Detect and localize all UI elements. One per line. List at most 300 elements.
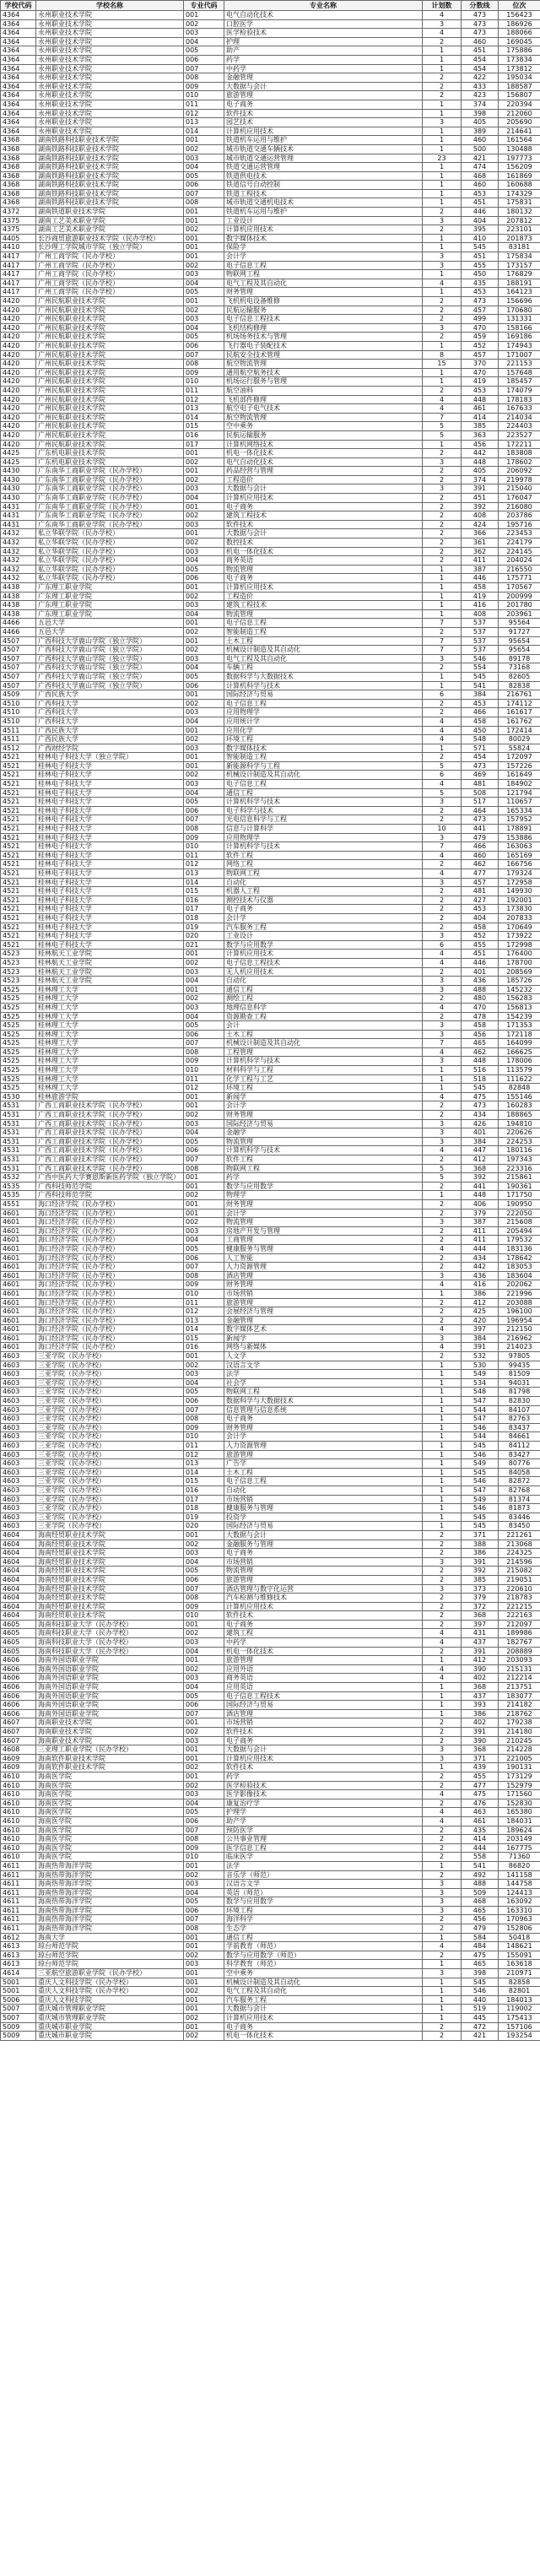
table-row: [1, 878, 540, 887]
cell-school-name: 广西工商职业技术学院（民办学校）: [36, 1119, 184, 1128]
cell-major-name: 大数据与会计: [224, 82, 423, 91]
cell-school-name: 广西工商职业技术学院（民办学校）: [36, 1155, 184, 1165]
cell-plan-count: 2: [423, 1236, 462, 1245]
table-row: [1, 234, 540, 243]
cell-min-score: 371: [462, 1530, 499, 1540]
cell-major-code: 017: [184, 905, 224, 914]
cell-min-score: 465: [462, 1039, 499, 1048]
cell-major-code: 001: [184, 1209, 224, 1218]
cell-school-code: 4609: [1, 1763, 36, 1772]
cell-school-name: 桂林理工大学: [36, 1074, 184, 1084]
cell-major-name: 药学: [224, 1173, 423, 1182]
cell-major-name: 临床医学: [224, 1853, 423, 1862]
cell-school-code: 4438: [1, 601, 36, 610]
cell-min-score: 481: [462, 887, 499, 896]
cell-major-name: 机械设计制造及其自动化: [224, 1978, 423, 1987]
cell-major-name: 应用英语: [224, 1683, 423, 1692]
cell-min-score: 516: [462, 1066, 499, 1075]
cell-min-score: 460: [462, 136, 499, 145]
cell-major-code: 001: [184, 690, 224, 700]
cell-major-name: 计算机网络技术: [224, 440, 423, 449]
cell-major-code: 012: [184, 860, 224, 869]
cell-min-score: 453: [462, 386, 499, 395]
cell-school-name: 桂林电子科技大学: [36, 761, 184, 771]
cell-major-code: 004: [184, 1128, 224, 1138]
cell-school-name: 海口经济学院（民办学校）: [36, 1307, 184, 1317]
cell-plan-count: 3: [423, 798, 462, 807]
cell-school-code: 4603: [1, 1477, 36, 1486]
cell-min-score: 458: [462, 717, 499, 726]
cell-min-score: 436: [462, 1271, 499, 1280]
cell-plan-count: 3: [423, 1906, 462, 1915]
cell-major-name: 旅游管理: [224, 1656, 423, 1665]
cell-rank: 99435: [499, 1361, 540, 1370]
table-row: [1, 1691, 540, 1701]
cell-plan-count: 1: [423, 144, 462, 154]
cell-major-code: 012: [184, 1450, 224, 1459]
cell-plan-count: 3: [423, 1584, 462, 1594]
cell-plan-count: 1: [423, 1495, 462, 1504]
cell-min-score: 453: [462, 699, 499, 708]
cell-min-score: 455: [462, 261, 499, 270]
cell-rank: 190950: [499, 1199, 540, 1209]
table-row: [1, 1495, 540, 1504]
table-row: [1, 1960, 540, 1969]
cell-school-name: 桂林电子科技大学: [36, 788, 184, 798]
cell-rank: 188865: [499, 1111, 540, 1120]
cell-plan-count: 1: [423, 171, 462, 181]
cell-min-score: 451: [462, 198, 499, 208]
cell-major-name: 电子信息工程技术: [224, 958, 423, 967]
cell-school-name: 海南热带海洋学院: [36, 1880, 184, 1889]
cell-school-code: 4431: [1, 502, 36, 511]
cell-plan-count: 2: [423, 1209, 462, 1218]
cell-plan-count: 2: [423, 699, 462, 708]
cell-major-code: 011: [184, 1074, 224, 1084]
cell-min-score: 419: [462, 377, 499, 387]
table-row: [1, 91, 540, 100]
table-row: [1, 940, 540, 950]
cell-min-score: 473: [462, 761, 499, 771]
cell-major-name: 旅游管理: [224, 1298, 423, 1307]
cell-school-name: 桂林理工大学: [36, 1039, 184, 1048]
cell-plan-count: 1: [423, 2005, 462, 2014]
cell-school-code: 4603: [1, 1405, 36, 1415]
cell-plan-count: 1: [423, 1388, 462, 1397]
cell-school-code: 4521: [1, 923, 36, 932]
cell-school-code: 4601: [1, 1280, 36, 1290]
cell-plan-count: 5: [423, 422, 462, 431]
cell-school-name: 海南外国语职业学院: [36, 1664, 184, 1674]
cell-plan-count: 2: [423, 467, 462, 476]
cell-major-code: 002: [184, 1361, 224, 1370]
cell-rank: 173834: [499, 55, 540, 64]
cell-school-code: 4611: [1, 1924, 36, 1934]
cell-rank: 156423: [499, 11, 540, 20]
cell-school-code: 4430: [1, 494, 36, 503]
cell-major-name: 电子商务: [224, 905, 423, 914]
cell-major-code: 007: [184, 1039, 224, 1048]
cell-school-name: 海口经济学院（民办学校）: [36, 1280, 184, 1290]
table-row: [1, 601, 540, 610]
cell-school-name: 永州职业技术学院: [36, 46, 184, 56]
table-row: [1, 288, 540, 297]
table-row: [1, 1343, 540, 1352]
cell-school-code: 4417: [1, 279, 36, 288]
cell-major-name: 人力资源管理: [224, 1442, 423, 1451]
cell-major-code: 005: [184, 171, 224, 181]
cell-school-name: 桂林理工大学: [36, 1003, 184, 1012]
cell-rank: 82801: [499, 1987, 540, 1996]
cell-school-name: 永州职业技术学院: [36, 82, 184, 91]
cell-major-name: 电子商务: [224, 100, 423, 109]
cell-major-code: 009: [184, 1602, 224, 1611]
table-row: [1, 422, 540, 431]
cell-min-score: 534: [462, 1378, 499, 1388]
cell-rank: 207833: [499, 913, 540, 923]
cell-min-score: 414: [462, 413, 499, 422]
cell-rank: 84107: [499, 1405, 540, 1415]
table-row: [1, 798, 540, 807]
cell-school-code: 4525: [1, 1003, 36, 1012]
cell-plan-count: 1: [423, 1701, 462, 1710]
cell-min-score: 473: [462, 1101, 499, 1111]
cell-major-name: 智能制造工程: [224, 753, 423, 762]
cell-min-score: 452: [462, 341, 499, 350]
cell-plan-count: 2: [423, 315, 462, 324]
cell-school-code: 4525: [1, 985, 36, 994]
cell-min-score: 530: [462, 1361, 499, 1370]
cell-rank: 55824: [499, 744, 540, 753]
cell-school-code: 4611: [1, 1915, 36, 1924]
cell-school-code: 4603: [1, 1468, 36, 1477]
cell-school-name: 广西科技大学: [36, 699, 184, 708]
cell-major-name: 电气自动化技术: [224, 457, 423, 467]
cell-major-name: 中药学: [224, 1638, 423, 1648]
cell-min-score: 402: [462, 1674, 499, 1683]
cell-school-name: 广州民航职业技术学院: [36, 440, 184, 449]
table-row: [1, 368, 540, 377]
cell-major-name: 物流管理: [224, 565, 423, 574]
table-row: [1, 306, 540, 315]
cell-plan-count: 4: [423, 11, 462, 20]
table-row: [1, 243, 540, 252]
cell-min-score: 379: [462, 1594, 499, 1603]
cell-school-name: 桂林航天工业学院: [36, 958, 184, 967]
cell-school-code: 4364: [1, 73, 36, 83]
table-row: [1, 1664, 540, 1674]
cell-major-name: 空中乘务: [224, 1969, 423, 1978]
cell-major-code: 001: [184, 1933, 224, 1942]
cell-major-name: 飞机结构修理: [224, 323, 423, 333]
table-row: [1, 1557, 540, 1567]
cell-rank: 174943: [499, 341, 540, 350]
cell-major-code: 001: [184, 502, 224, 511]
cell-school-name: 桂林电子科技大学: [36, 833, 184, 842]
cell-plan-count: 4: [423, 1629, 462, 1638]
cell-major-code: 011: [184, 100, 224, 109]
cell-major-code: 007: [184, 1263, 224, 1272]
cell-major-name: 数学与应用数学: [224, 1182, 423, 1191]
cell-rank: 213751: [499, 1683, 540, 1692]
cell-min-score: 436: [462, 977, 499, 986]
cell-plan-count: 1: [423, 341, 462, 350]
cell-rank: 195034: [499, 73, 540, 83]
cell-rank: 144758: [499, 1880, 540, 1889]
table-row: [1, 1611, 540, 1621]
cell-major-code: 001: [184, 1199, 224, 1209]
cell-major-code: 004: [184, 788, 224, 798]
cell-rank: 189986: [499, 1629, 540, 1638]
cell-rank: 194810: [499, 1119, 540, 1128]
cell-major-code: 001: [184, 467, 224, 476]
cell-plan-count: 4: [423, 851, 462, 860]
cell-school-code: 4364: [1, 118, 36, 127]
cell-school-name: 海南医学院: [36, 1826, 184, 1835]
cell-school-code: 4525: [1, 1066, 36, 1075]
cell-school-name: 三亚学院（民办学校）: [36, 1486, 184, 1495]
cell-school-code: 4610: [1, 1781, 36, 1790]
cell-rank: 208889: [499, 1647, 540, 1656]
cell-school-name: 广西科技大学鹿山学院（独立学院）: [36, 646, 184, 655]
cell-rank: 205690: [499, 118, 540, 127]
cell-rank: 170680: [499, 306, 540, 315]
cell-major-code: 001: [184, 2005, 224, 2014]
cell-rank: 214182: [499, 1701, 540, 1710]
cell-major-name: 药品经营与管理: [224, 467, 423, 476]
cell-min-score: 408: [462, 511, 499, 521]
table-row: [1, 37, 540, 46]
cell-major-name: 软件工程: [224, 1155, 423, 1165]
cell-major-code: 001: [184, 243, 224, 252]
cell-school-name: 广州工商学院（民办学校）: [36, 252, 184, 262]
cell-major-name: 工程管理: [224, 1047, 423, 1057]
cell-plan-count: 4: [423, 1790, 462, 1799]
cell-plan-count: 1: [423, 1415, 462, 1424]
cell-major-name: 应用物理学: [224, 833, 423, 842]
cell-plan-count: 1: [423, 1683, 462, 1692]
cell-min-score: 397: [462, 1325, 499, 1334]
cell-major-name: 空中乘务: [224, 422, 423, 431]
cell-min-score: 470: [462, 323, 499, 333]
cell-rank: 91727: [499, 627, 540, 636]
cell-rank: 119002: [499, 2005, 540, 2014]
cell-school-code: 4605: [1, 1629, 36, 1638]
cell-rank: 184031: [499, 1816, 540, 1826]
cell-min-score: 474: [462, 163, 499, 172]
cell-major-code: 004: [184, 663, 224, 673]
cell-school-name: 广西科技大学: [36, 708, 184, 717]
cell-school-name: 海南热带海洋学院: [36, 1924, 184, 1934]
cell-min-score: 547: [462, 1397, 499, 1406]
table-row: [1, 923, 540, 932]
cell-plan-count: 4: [423, 404, 462, 414]
cell-rank: 214034: [499, 413, 540, 422]
cell-school-code: 4507: [1, 672, 36, 681]
cell-min-score: 363: [462, 430, 499, 440]
cell-min-score: 458: [462, 923, 499, 932]
cell-plan-count: 2: [423, 1101, 462, 1111]
cell-min-score: 462: [462, 860, 499, 869]
cell-rank: 170567: [499, 583, 540, 593]
table-row: [1, 619, 540, 628]
cell-school-code: 5001: [1, 1987, 36, 1996]
cell-school-code: 4610: [1, 1772, 36, 1781]
cell-min-score: 452: [462, 932, 499, 941]
cell-school-code: 4425: [1, 457, 36, 467]
table-row: [1, 1799, 540, 1808]
cell-school-name: 桂林电子科技大学: [36, 815, 184, 825]
cell-major-name: 汉语言文学: [224, 1880, 423, 1889]
cell-plan-count: 2: [423, 449, 462, 458]
cell-school-code: 4521: [1, 825, 36, 834]
table-row: [1, 360, 540, 369]
cell-school-code: 4604: [1, 1530, 36, 1540]
cell-school-code: 4610: [1, 1790, 36, 1799]
cell-major-code: 004: [184, 494, 224, 503]
table-row: [1, 350, 540, 360]
cell-major-name: 助产学: [224, 1816, 423, 1826]
cell-plan-count: 2: [423, 815, 462, 825]
cell-school-code: 4612: [1, 1933, 36, 1942]
cell-major-name: 物联网工程: [224, 869, 423, 879]
cell-plan-count: 2: [423, 306, 462, 315]
cell-rank: 175771: [499, 574, 540, 583]
cell-school-name: 广西科技大学鹿山学院（独立学院）: [36, 636, 184, 646]
cell-rank: 223101: [499, 225, 540, 235]
cell-min-score: 448: [462, 1057, 499, 1066]
cell-min-score: 435: [462, 279, 499, 288]
cell-major-code: 002: [184, 958, 224, 967]
table-row: [1, 494, 540, 503]
cell-major-code: 001: [184, 1942, 224, 1951]
cell-major-name: 电子商务: [224, 1620, 423, 1629]
cell-min-score: 384: [462, 690, 499, 700]
cell-school-code: 4603: [1, 1450, 36, 1459]
table-row: [1, 869, 540, 879]
cell-rank: 223527: [499, 430, 540, 440]
table-row: [1, 109, 540, 118]
cell-school-code: 5006: [1, 1995, 36, 2005]
cell-plan-count: 4: [423, 1092, 462, 1101]
table-row: [1, 341, 540, 350]
table-row: [1, 1378, 540, 1388]
cell-plan-count: 1: [423, 1763, 462, 1772]
cell-min-score: 411: [462, 1226, 499, 1236]
cell-plan-count: 4: [423, 1664, 462, 1674]
cell-rank: 154239: [499, 1012, 540, 1021]
cell-rank: 201873: [499, 234, 540, 243]
cell-school-code: 4507: [1, 636, 36, 646]
cell-school-name: 海南医学院: [36, 1843, 184, 1853]
table-row: [1, 780, 540, 789]
cell-school-code: 4368: [1, 189, 36, 198]
cell-school-name: 广东南华工商职业学院（民办学校）: [36, 484, 184, 494]
cell-school-code: 4601: [1, 1209, 36, 1218]
cell-school-name: 海口经济学院（民办学校）: [36, 1289, 184, 1298]
cell-school-name: 三亚学院（民办学校）: [36, 1468, 184, 1477]
cell-school-name: 长沙商贸旅游职业技术学院（民办学校）: [36, 234, 184, 243]
cell-school-name: 永州职业技术学院: [36, 19, 184, 29]
cell-school-name: 琼台师范学院: [36, 1951, 184, 1960]
cell-major-name: 网络工程: [224, 860, 423, 869]
table-row: [1, 502, 540, 511]
cell-major-name: 物流管理: [224, 609, 423, 619]
cell-major-name: 信息与计算科学: [224, 825, 423, 834]
cell-major-code: 011: [184, 1442, 224, 1451]
cell-rank: 81509: [499, 1370, 540, 1379]
cell-school-name: 海南医学院: [36, 1781, 184, 1790]
table-row: [1, 1244, 540, 1253]
cell-major-name: 机电一体化技术: [224, 1647, 423, 1656]
cell-min-score: 571: [462, 744, 499, 753]
cell-min-score: 545: [462, 1442, 499, 1451]
table-row: [1, 333, 540, 342]
cell-major-code: 001: [184, 636, 224, 646]
cell-min-score: 460: [462, 181, 499, 190]
table-row: [1, 29, 540, 38]
cell-min-score: 472: [462, 2022, 499, 2032]
cell-min-score: 508: [462, 788, 499, 798]
cell-major-code: 006: [184, 681, 224, 690]
cell-school-code: 4603: [1, 1513, 36, 1522]
cell-plan-count: 4: [423, 950, 462, 959]
cell-school-code: 4420: [1, 341, 36, 350]
cell-major-name: 电子商务: [224, 1736, 423, 1745]
cell-school-name: 海南热带海洋学院: [36, 1888, 184, 1897]
cell-major-code: 012: [184, 109, 224, 118]
cell-school-code: 4606: [1, 1656, 36, 1665]
cell-school-code: 4521: [1, 798, 36, 807]
cell-major-name: 软件技术: [224, 520, 423, 529]
cell-school-code: 4603: [1, 1442, 36, 1451]
cell-major-name: 电子商务: [224, 502, 423, 511]
cell-school-code: 4466: [1, 619, 36, 628]
cell-rank: 192001: [499, 896, 540, 905]
table-row: [1, 1236, 540, 1245]
table-row: [1, 1942, 540, 1951]
cell-min-score: 425: [462, 1307, 499, 1317]
table-row: [1, 1987, 540, 1996]
cell-major-code: 010: [184, 1289, 224, 1298]
cell-major-name: 材料科学与工程: [224, 1066, 423, 1075]
cell-min-score: 499: [462, 315, 499, 324]
cell-school-code: 4603: [1, 1423, 36, 1432]
cell-major-name: 市场营销: [224, 1718, 423, 1728]
cell-major-name: 城市轨道交通车辆技术: [224, 144, 423, 154]
cell-min-score: 519: [462, 2005, 499, 2014]
table-row: [1, 1790, 540, 1799]
cell-school-name: 海口经济学院（民办学校）: [36, 1236, 184, 1245]
cell-major-code: 005: [184, 1808, 224, 1817]
cell-rank: 190131: [499, 1763, 540, 1772]
table-row: [1, 2032, 540, 2041]
cell-major-code: 016: [184, 1486, 224, 1495]
cell-rank: 82838: [499, 681, 540, 690]
cell-major-code: 002: [184, 592, 224, 601]
table-row: [1, 144, 540, 154]
cell-min-score: 466: [462, 842, 499, 852]
cell-school-name: 海南外国语职业学院: [36, 1691, 184, 1701]
cell-rank: 167633: [499, 404, 540, 414]
cell-min-score: 454: [462, 753, 499, 762]
table-row: [1, 1057, 540, 1066]
cell-school-code: 4368: [1, 198, 36, 208]
cell-rank: 212150: [499, 1325, 540, 1334]
cell-rank: 161564: [499, 136, 540, 145]
cell-plan-count: 2: [423, 1575, 462, 1584]
cell-min-score: 451: [462, 46, 499, 56]
